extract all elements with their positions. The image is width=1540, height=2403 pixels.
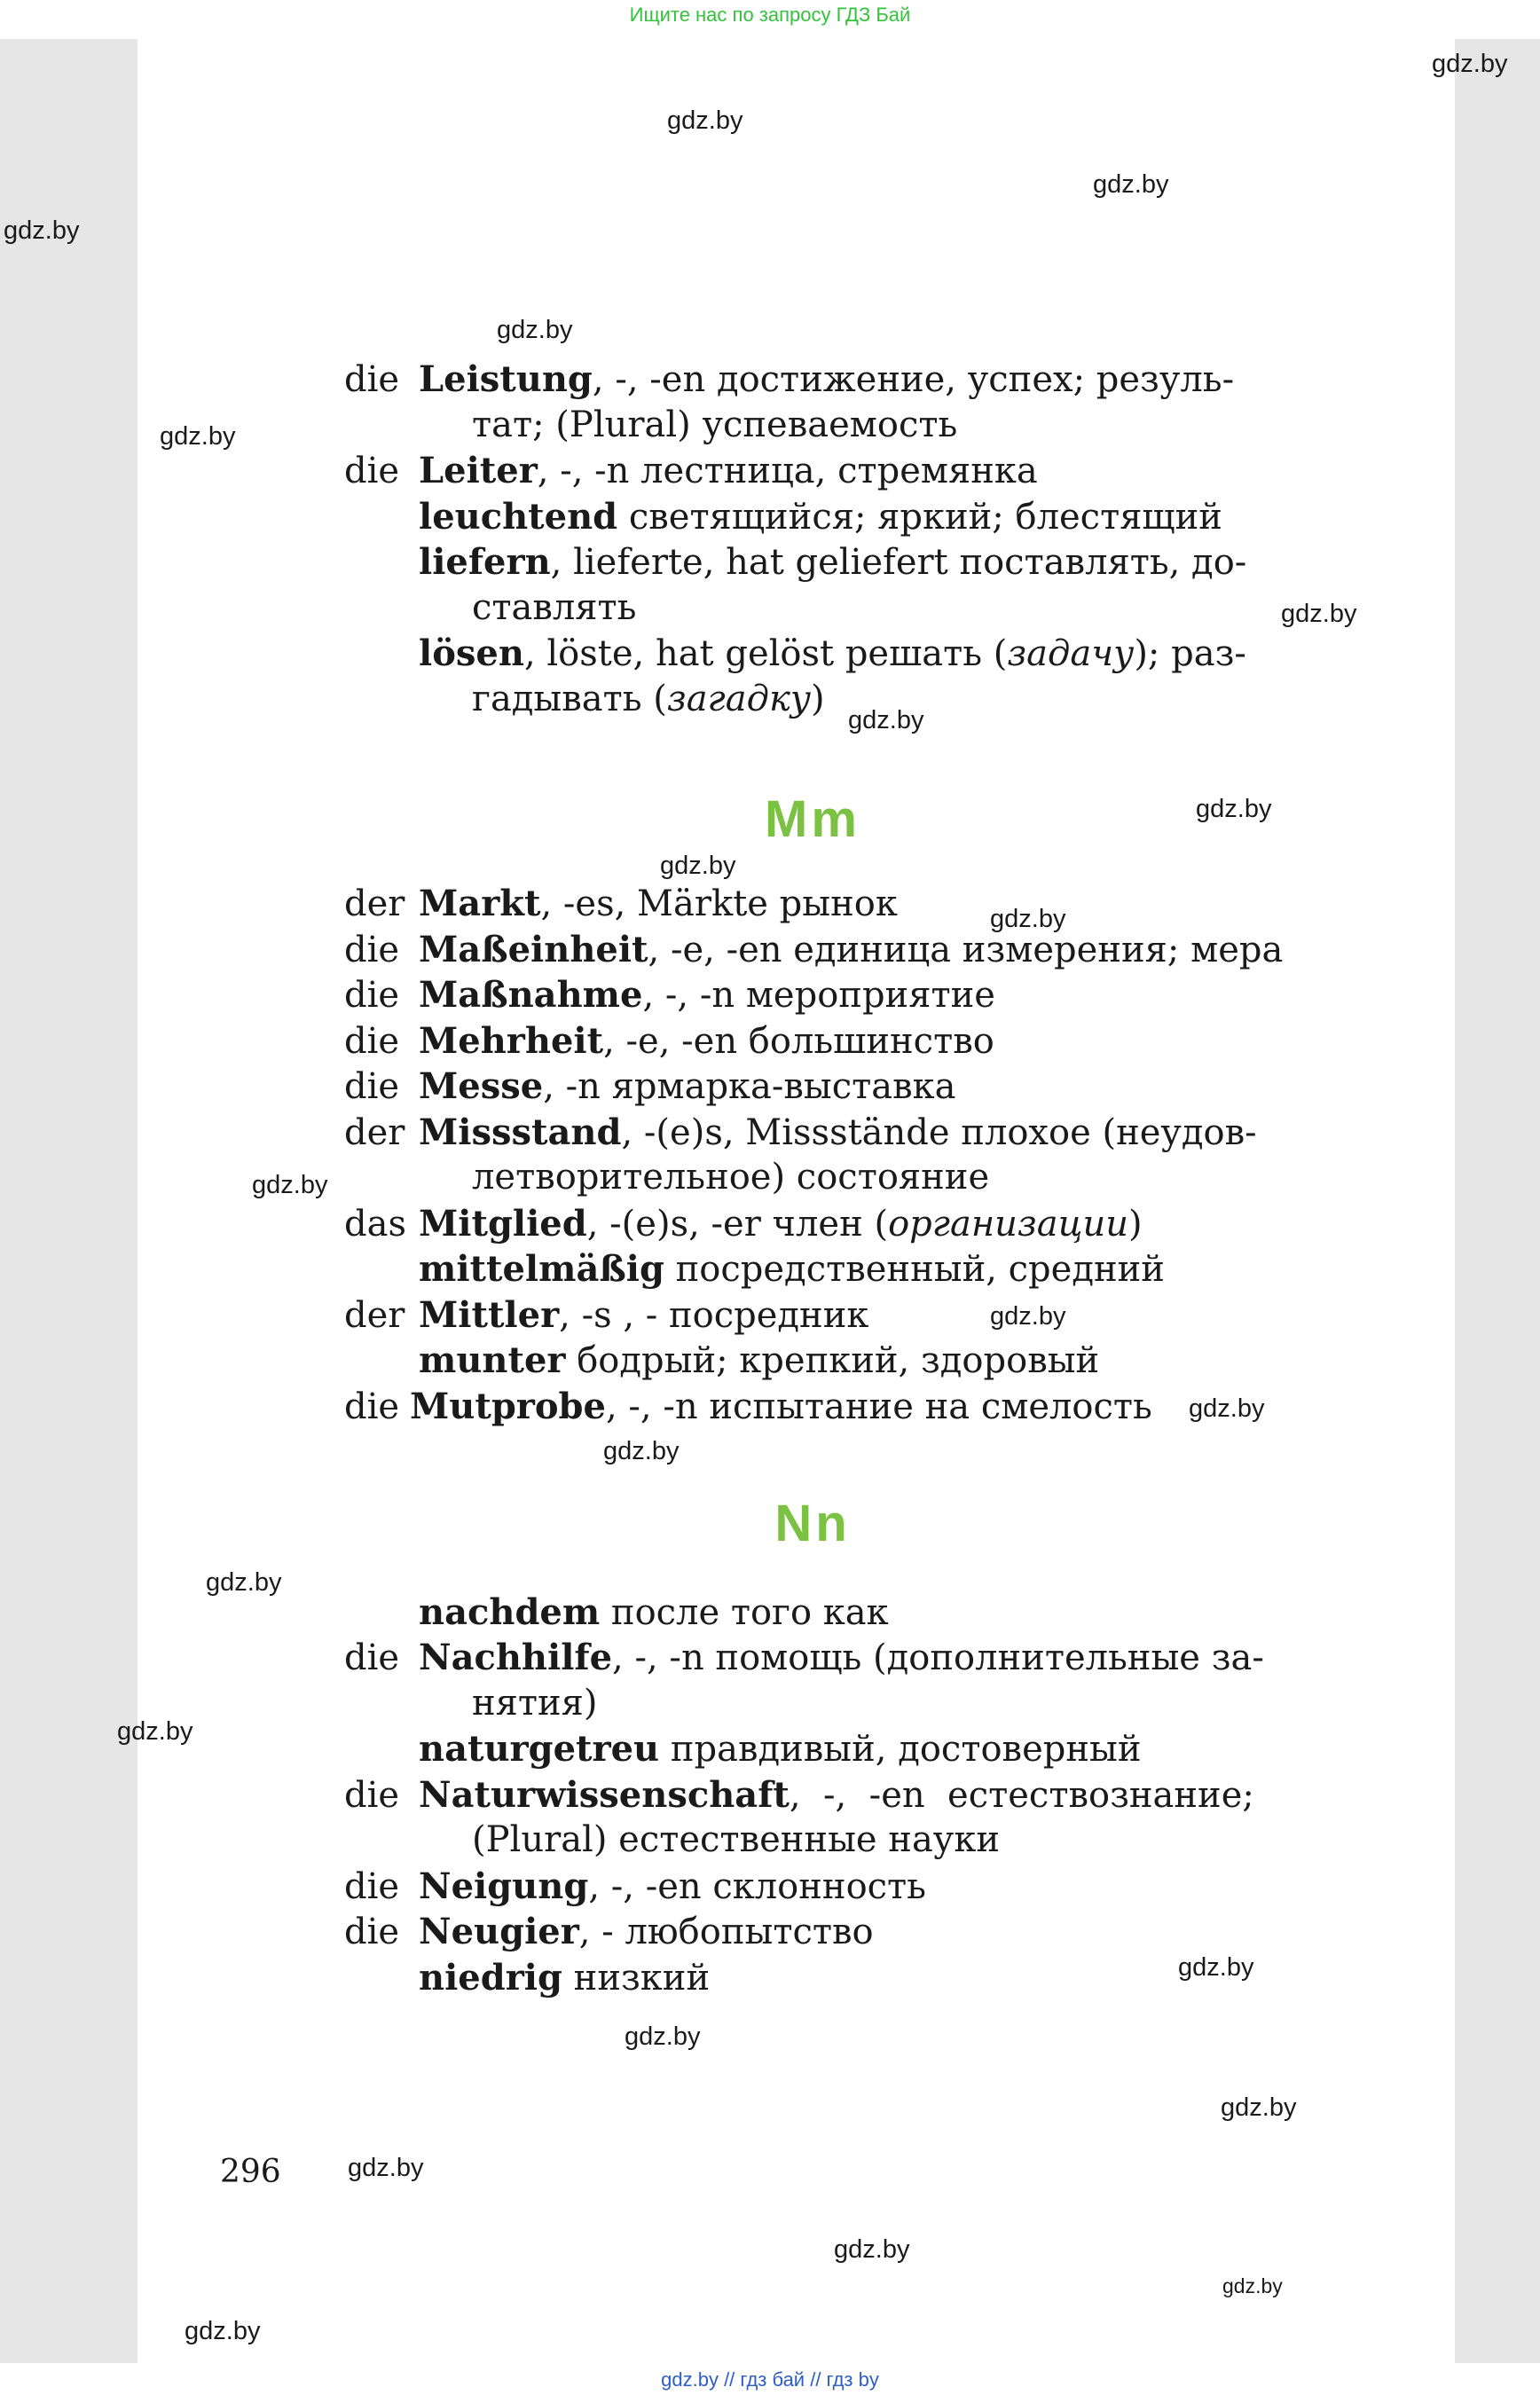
dict-entry-leiter xyxy=(344,448,1038,495)
entry-continuation: гадывать (загадку) xyxy=(472,679,825,719)
headword: Maßeinheit xyxy=(419,929,648,970)
italic-note: загадку xyxy=(666,679,812,719)
watermark: gdz.by xyxy=(834,2235,910,2264)
headword: Mittler xyxy=(419,1294,560,1336)
watermark: gdz.by xyxy=(990,1302,1066,1331)
italic-note: организации xyxy=(888,1204,1129,1245)
entry-text: , -n ярмарка-выставка xyxy=(543,1066,956,1107)
dict-entry-mehrheit xyxy=(344,1018,994,1065)
top-banner[interactable]: Ищите нас по запросу ГДЗ Бай xyxy=(629,4,911,26)
watermark: gdz.by xyxy=(1281,600,1357,628)
dict-entry-naturgetreu xyxy=(344,1726,1142,1773)
article: die xyxy=(344,1637,400,1678)
entry-text: светящийся; яркий; блестящий xyxy=(617,497,1222,538)
dict-entry-massnahme xyxy=(344,972,995,1019)
watermark: gdz.by xyxy=(603,1437,680,1465)
watermark: gdz.by xyxy=(990,905,1066,933)
headword: mittelmäßig xyxy=(419,1248,664,1290)
dict-entry-missstand xyxy=(344,1110,1257,1157)
dict-entry-nachdem xyxy=(344,1590,889,1637)
headword: Neigung xyxy=(419,1865,589,1907)
headword: nachdem xyxy=(419,1591,601,1633)
dict-entry-liefern xyxy=(344,539,1246,586)
entry-text: низкий xyxy=(562,1958,711,1999)
entry-continuation: нятия) xyxy=(472,1683,598,1724)
watermark: gdz.by xyxy=(160,422,236,451)
headword: naturgetreu xyxy=(419,1728,660,1770)
watermark: gdz.by xyxy=(117,1717,193,1746)
entry-text: ) xyxy=(1128,1204,1143,1245)
entry-text: , -e, -en единица измерения; мера xyxy=(648,930,1284,970)
headword: Messe xyxy=(419,1065,544,1107)
article: die xyxy=(344,1912,400,1952)
entry-text: ); раз- xyxy=(1134,633,1246,674)
left-gray-margin xyxy=(0,39,138,2363)
entry-text: , - любопытство xyxy=(578,1912,874,1952)
dict-entry-munter xyxy=(344,1338,1099,1385)
watermark: gdz.by xyxy=(1196,795,1272,823)
article: der xyxy=(344,1295,405,1336)
entry-text: , -, -en склонность xyxy=(588,1866,926,1907)
watermark: gdz.by xyxy=(1093,170,1169,199)
dict-entry-mittelmaessig xyxy=(344,1246,1165,1293)
watermark: gdz.by xyxy=(206,1568,282,1597)
headword: Mutprobe xyxy=(410,1386,606,1427)
dict-entry-masseinheit xyxy=(344,927,1283,974)
watermark: gdz.by xyxy=(252,1171,328,1199)
headword: Leiter xyxy=(419,450,538,491)
italic-note: задачу xyxy=(1007,633,1135,674)
dict-entry-niedrig xyxy=(344,1955,710,2002)
entry-text: , -(e)s, -er член ( xyxy=(586,1204,889,1245)
entry-continuation: тат; (Plural) успеваемость xyxy=(472,404,958,445)
headword: Missstand xyxy=(419,1111,622,1153)
article: die xyxy=(344,451,400,491)
entry-continuation: (Plural) естественные науки xyxy=(472,1819,1000,1860)
article: die xyxy=(344,1866,400,1907)
article: die xyxy=(344,930,400,970)
headword: Neugier xyxy=(419,1911,579,1952)
headword: Nachhilfe xyxy=(419,1637,613,1678)
headword: leuchtend xyxy=(419,496,618,538)
entry-text: , -, -en естествознание; xyxy=(789,1775,1254,1816)
page-number: 296 xyxy=(220,2154,281,2190)
article: die xyxy=(344,975,400,1016)
dict-entry-markt xyxy=(344,881,898,928)
entry-text: , -, -n помощь (дополнительные за- xyxy=(612,1637,1264,1678)
right-gray-margin xyxy=(1455,39,1540,2363)
article: die xyxy=(344,1066,400,1107)
headword: Maßnahme xyxy=(419,974,643,1016)
dict-entry-leuchtend xyxy=(344,494,1222,541)
watermark: gdz.by xyxy=(185,2317,261,2345)
entry-text: , -, -n лестница, стремянка xyxy=(537,451,1038,491)
entry-text: , -es, Märkte рынок xyxy=(540,883,898,924)
article: das xyxy=(344,1204,406,1245)
entry-text: , -s , - посредник xyxy=(559,1295,869,1336)
headword: Mitglied xyxy=(419,1203,587,1245)
article: der xyxy=(344,883,405,924)
entry-text: , löste, hat gelöst решать ( xyxy=(523,633,1008,674)
watermark: gdz.by xyxy=(348,2154,424,2182)
entry-continuation: летворительное) состояние xyxy=(472,1157,990,1198)
watermark: gdz.by xyxy=(497,316,573,344)
article: die xyxy=(344,1021,400,1062)
article: der xyxy=(344,1112,405,1153)
headword: Mehrheit xyxy=(419,1020,604,1062)
dict-entry-nachhilfe xyxy=(344,1635,1264,1682)
bottom-links-banner[interactable]: gdz.by // гдз бай // гдз by xyxy=(661,2368,879,2391)
headword: Naturwissenschaft xyxy=(419,1774,790,1816)
dict-entry-neugier xyxy=(344,1909,874,1956)
watermark: gdz.by xyxy=(1178,1953,1254,1982)
watermark: gdz.by xyxy=(667,106,743,135)
article: die xyxy=(344,359,400,400)
entry-text: , lieferte, hat geliefert поставлять, до- xyxy=(550,542,1247,583)
dict-entry-mutprobe xyxy=(344,1384,1152,1431)
section-letter-m: Mm xyxy=(765,790,860,848)
watermark: gdz.by xyxy=(1221,2093,1297,2122)
dict-entry-leistung xyxy=(344,357,1234,404)
headword: niedrig xyxy=(419,1957,562,1999)
article: die xyxy=(344,1386,400,1427)
dict-entry-mitglied xyxy=(344,1201,1143,1248)
entry-text: бодрый; крепкий, здоровый xyxy=(565,1340,1100,1381)
dict-entry-naturwissenschaft xyxy=(344,1772,1254,1819)
section-letter-n: Nn xyxy=(774,1495,851,1552)
dict-entry-messe xyxy=(344,1064,956,1111)
article: die xyxy=(344,1775,400,1816)
entry-text: правдивый, достоверный xyxy=(659,1729,1142,1770)
headword: liefern xyxy=(419,541,551,583)
headword: Markt xyxy=(419,883,541,924)
headword: munter xyxy=(419,1339,566,1381)
watermark: gdz.by xyxy=(1432,50,1508,78)
entry-text: , -(e)s, Missstände плохое (неудов- xyxy=(621,1112,1257,1153)
entry-text: , -e, -en большинство xyxy=(603,1021,994,1062)
headword: Leistung xyxy=(419,358,593,400)
entry-text: посредственный, средний xyxy=(664,1249,1165,1290)
watermark: gdz.by xyxy=(4,216,80,245)
entry-text: , -, -n мероприятие xyxy=(642,975,995,1016)
watermark: gdz.by xyxy=(660,852,736,880)
entry-continuation: ставлять xyxy=(472,587,637,628)
entry-text: , -, -en достижение, успех; резуль- xyxy=(592,359,1235,400)
watermark: gdz.by xyxy=(1222,2274,1283,2297)
entry-text: после того как xyxy=(600,1592,889,1633)
watermark: gdz.by xyxy=(848,706,924,734)
dict-entry-loesen xyxy=(344,631,1246,678)
entry-text: , -, -n испытание на смелость xyxy=(605,1386,1152,1427)
headword: lösen xyxy=(419,632,524,674)
watermark: gdz.by xyxy=(625,2022,701,2051)
watermark: gdz.by xyxy=(1189,1394,1265,1423)
dict-entry-neigung xyxy=(344,1864,926,1911)
dict-entry-mittler xyxy=(344,1292,868,1339)
